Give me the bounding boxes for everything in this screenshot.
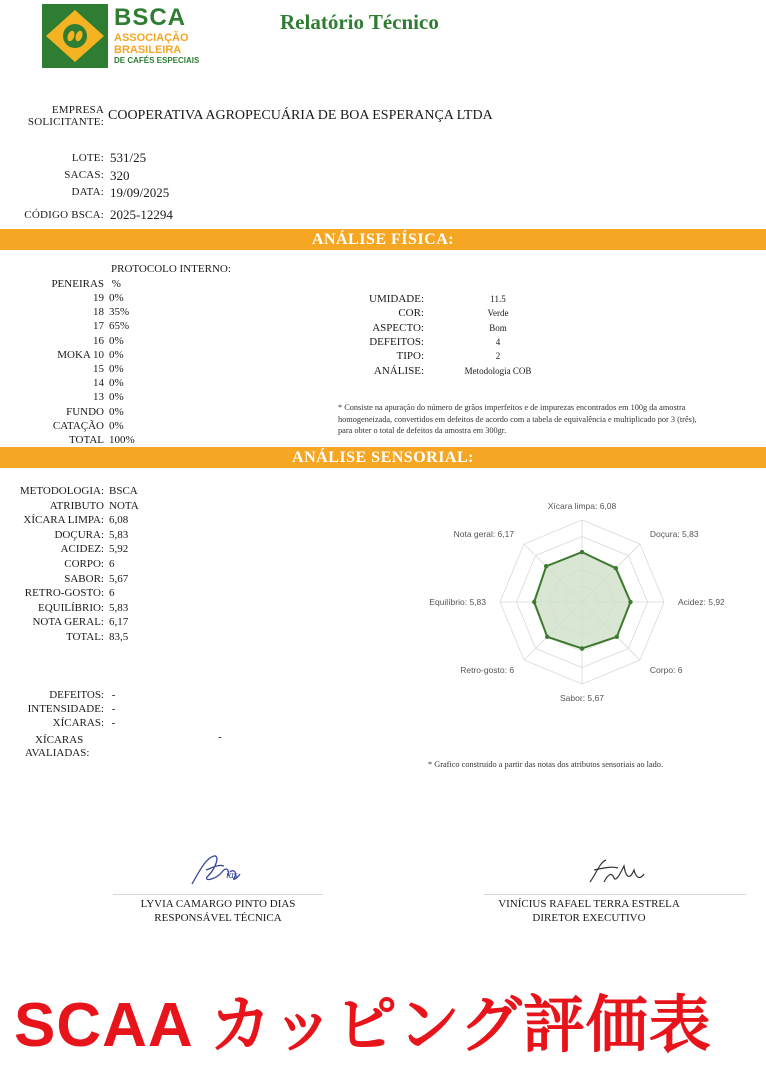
peneira-label: 19 <box>93 292 104 304</box>
radar-point <box>580 550 584 554</box>
xicaras-avaliadas-label: XÍCARAS AVALIADAS: <box>25 734 90 759</box>
sensorial-attr-value: 6 <box>109 558 115 570</box>
fisica-attr-value: Verde <box>487 308 509 319</box>
sensorial-attr-label: RETRO-GOSTO: <box>24 587 104 600</box>
xicaras-row <box>0 716 115 730</box>
peneira-label: FUNDO <box>66 405 104 418</box>
sensorial-attr-label: EQUILÍBRIO: <box>38 601 104 614</box>
codigo-value: 2025-12294 <box>110 207 173 222</box>
intensidade-row <box>0 702 115 716</box>
fisica-attr-value: 4 <box>495 336 501 347</box>
logo-bsca-text: BSCA <box>114 4 187 31</box>
peneira-label: MOKA 10 <box>57 348 104 361</box>
peneiras-header <box>0 277 140 291</box>
sensorial-attr-label: XÍCARA LIMPA: <box>23 514 104 527</box>
peneira-label: 14 <box>93 377 104 390</box>
peneira-row <box>0 433 135 447</box>
right-signer-role: DIRETOR EXECUTIVO <box>532 912 646 924</box>
peneira-row <box>0 291 124 305</box>
sensorial-row <box>0 586 115 600</box>
logo-line-3: DE CAFÉS ESPECIAIS <box>114 56 200 65</box>
peneira-row <box>0 419 124 433</box>
radar-point <box>628 600 632 604</box>
fisica-attr-label: DEFEITOS: <box>369 335 424 348</box>
sensorial-section-title: ANÁLISE SENSORIAL: <box>292 449 474 466</box>
defeitos-note: * Consiste na apuração do número de grãos imperfeitos e de impurezas encontrados em 100g da amostra homogeneizada, convertidos em defeitos de acordo com a tabela de equivalência e multiplicado por 3 (três), para obter o total de defeitos da amostra em 300gr. <box>338 403 697 435</box>
fisica-section-title: ANÁLISE FÍSICA: <box>311 231 455 248</box>
sensorial-row <box>0 528 128 542</box>
codigo-label: CÓDIGO BSCA: <box>24 209 104 221</box>
peneira-row <box>0 348 124 362</box>
radar-axis-label: Nota geral: 6,17 <box>453 529 515 540</box>
right-signature-line <box>484 894 746 895</box>
peneira-label: 16 <box>93 334 104 347</box>
xicaras-avaliadas-value: - <box>218 731 222 743</box>
empresa-value: COOPERATIVA AGROPECUÁRIA DE BOA ESPERANÇA LTDA <box>108 108 493 123</box>
sensorial-row <box>0 513 128 527</box>
peneira-row <box>0 305 129 319</box>
fisica-section-bar <box>0 229 766 250</box>
data-value: 19/09/2025 <box>110 185 170 200</box>
fisica-attr-value: Bom <box>489 322 507 333</box>
radar-axis-label: Retro-gosto: 6 <box>460 664 515 675</box>
xicaras-label: XÍCARAS: <box>52 717 104 729</box>
radar-axis-label: Sabor: 5,67 <box>560 693 604 703</box>
radar-point <box>580 646 584 650</box>
peneira-label: 13 <box>93 391 104 404</box>
sensorial-row <box>0 557 115 571</box>
fisica-attr-value: 11.5 <box>490 294 506 304</box>
sensorial-attr-label: DOÇURA: <box>54 528 104 541</box>
sensorial-attr-value: 6,17 <box>109 616 129 629</box>
peneira-value: 0% <box>109 377 124 390</box>
chart-note: * Grafico construido a partir das notas dos atributos sensoriais ao lado. <box>428 760 664 769</box>
sensorial-attr-label: SABOR: <box>64 572 104 585</box>
fisica-attr-value: Metodologia COB <box>464 365 532 376</box>
logo-line-1: ASSOCIAÇÃO <box>114 32 189 44</box>
sensorial-row <box>0 630 128 644</box>
right-signature <box>584 852 654 892</box>
sensorial-attr-value: NOTA <box>109 499 139 512</box>
sensorial-attr-label: ACIDEZ: <box>60 543 104 556</box>
sensorial-attr-value: 5,67 <box>109 572 129 585</box>
defeitos-label: DEFEITOS: <box>49 689 104 701</box>
peneira-row <box>0 362 124 376</box>
left-signer-role: RESPONSÁVEL TÉCNICA <box>154 912 282 924</box>
sensorial-row <box>0 615 128 629</box>
peneira-value: 100% <box>109 434 135 446</box>
peneira-value: 0% <box>109 391 124 404</box>
sensorial-row <box>0 572 128 586</box>
peneira-row <box>0 405 124 419</box>
lote-value: 531/25 <box>110 150 147 165</box>
peneira-row <box>0 390 124 404</box>
radar-axis-label: Equilíbrio: 5,83 <box>429 597 486 607</box>
empresa-label: EMPRESA SOLICITANTE: <box>27 104 104 128</box>
sensorial-attr-label: METODOLOGIA: <box>19 485 104 497</box>
fisica-attr-label: ANÁLISE: <box>373 364 424 377</box>
sensorial-attr-value: 5,83 <box>109 601 129 614</box>
left-signature-line <box>113 894 323 895</box>
sensorial-section-bar <box>0 447 766 468</box>
peneira-label: 18 <box>93 306 104 319</box>
defeitos-value: - <box>111 689 116 701</box>
bsca-logo-mark <box>42 4 108 68</box>
sensorial-attr-label: CORPO: <box>64 558 104 570</box>
radar-axis-label: Acidez: 5,92 <box>678 597 725 607</box>
peneira-value: 0% <box>109 334 124 347</box>
fisica-attr-label: COR: <box>398 307 424 320</box>
left-signer-name: LYVIA CAMARGO PINTO DIAS <box>140 898 296 910</box>
sensorial-attr-value: 83,5 <box>109 631 129 643</box>
intensidade-label: INTENSIDADE: <box>27 703 104 715</box>
radar-point <box>615 635 619 639</box>
bsca-logo <box>42 4 212 68</box>
sensorial-row <box>0 542 128 556</box>
peneira-value: 0% <box>109 419 124 432</box>
sensorial-attr-label: TOTAL: <box>65 631 104 643</box>
peneiras-header-label: PENEIRAS <box>51 278 104 290</box>
sensorial-row <box>0 484 138 498</box>
radar-point <box>532 600 536 604</box>
radar-point <box>614 566 618 570</box>
xicaras-value: - <box>111 717 116 729</box>
radar-axis-label: Xícara limpa: 6,08 <box>547 501 617 511</box>
peneira-label: 17 <box>93 320 104 333</box>
radar-point <box>545 635 549 639</box>
lote-label: LOTE: <box>71 152 104 164</box>
peneiras-header-value: % <box>111 278 121 290</box>
fisica-attr-value: 2 <box>495 351 501 362</box>
sensorial-attr-value: 6,08 <box>109 514 129 527</box>
peneira-row <box>0 334 124 348</box>
svg-text:ias: ias <box>226 870 238 881</box>
sensorial-row <box>0 499 139 513</box>
sacas-label: SACAS: <box>64 169 104 181</box>
fisica-attr-label: TIPO: <box>396 350 424 363</box>
radar-point <box>544 564 548 568</box>
peneira-value: 65% <box>109 320 130 333</box>
intensidade-value: - <box>111 703 116 715</box>
peneira-value: 0% <box>109 363 124 375</box>
radar-axis-label: Corpo: 6 <box>649 664 683 675</box>
peneira-label: CATAÇÃO <box>52 419 104 432</box>
peneira-value: 0% <box>109 348 124 361</box>
protocolo-label: PROTOCOLO INTERNO: <box>111 263 231 275</box>
radar-axis-label: Doçura: 5,83 <box>649 529 699 540</box>
sensorial-radar-chart <box>412 500 752 720</box>
right-signer-name: VINÍCIUS RAFAEL TERRA ESTRELA <box>498 898 680 910</box>
sensorial-attr-value: 6 <box>109 587 115 600</box>
peneira-value: 35% <box>109 306 130 319</box>
peneira-label: 15 <box>93 363 104 375</box>
peneira-value: 0% <box>109 405 124 418</box>
fisica-attr-label: ASPECTO: <box>372 321 424 334</box>
peneira-value: 0% <box>109 292 124 304</box>
defeitos-row <box>0 688 115 702</box>
peneira-row <box>0 319 129 333</box>
sensorial-attr-value: 5,92 <box>109 543 129 556</box>
sensorial-attr-label: NOTA GERAL: <box>32 616 104 629</box>
peneira-row <box>0 376 124 390</box>
left-signature <box>186 850 256 890</box>
report-title: Relatório Técnico <box>280 10 439 34</box>
sensorial-row <box>0 601 128 615</box>
scaa-caption: SCAA カッピング評価表 <box>14 991 712 1060</box>
sensorial-attr-value: 5,83 <box>109 528 129 541</box>
sacas-value: 320 <box>110 168 130 183</box>
logo-line-2: BRASILEIRA <box>114 44 182 56</box>
data-label: DATA: <box>71 186 104 198</box>
sensorial-attr-value: BSCA <box>109 485 138 497</box>
sensorial-attr-label: ATRIBUTO <box>49 499 104 512</box>
fisica-attr-label: UMIDADE: <box>369 293 424 305</box>
peneira-label: TOTAL <box>69 434 104 446</box>
